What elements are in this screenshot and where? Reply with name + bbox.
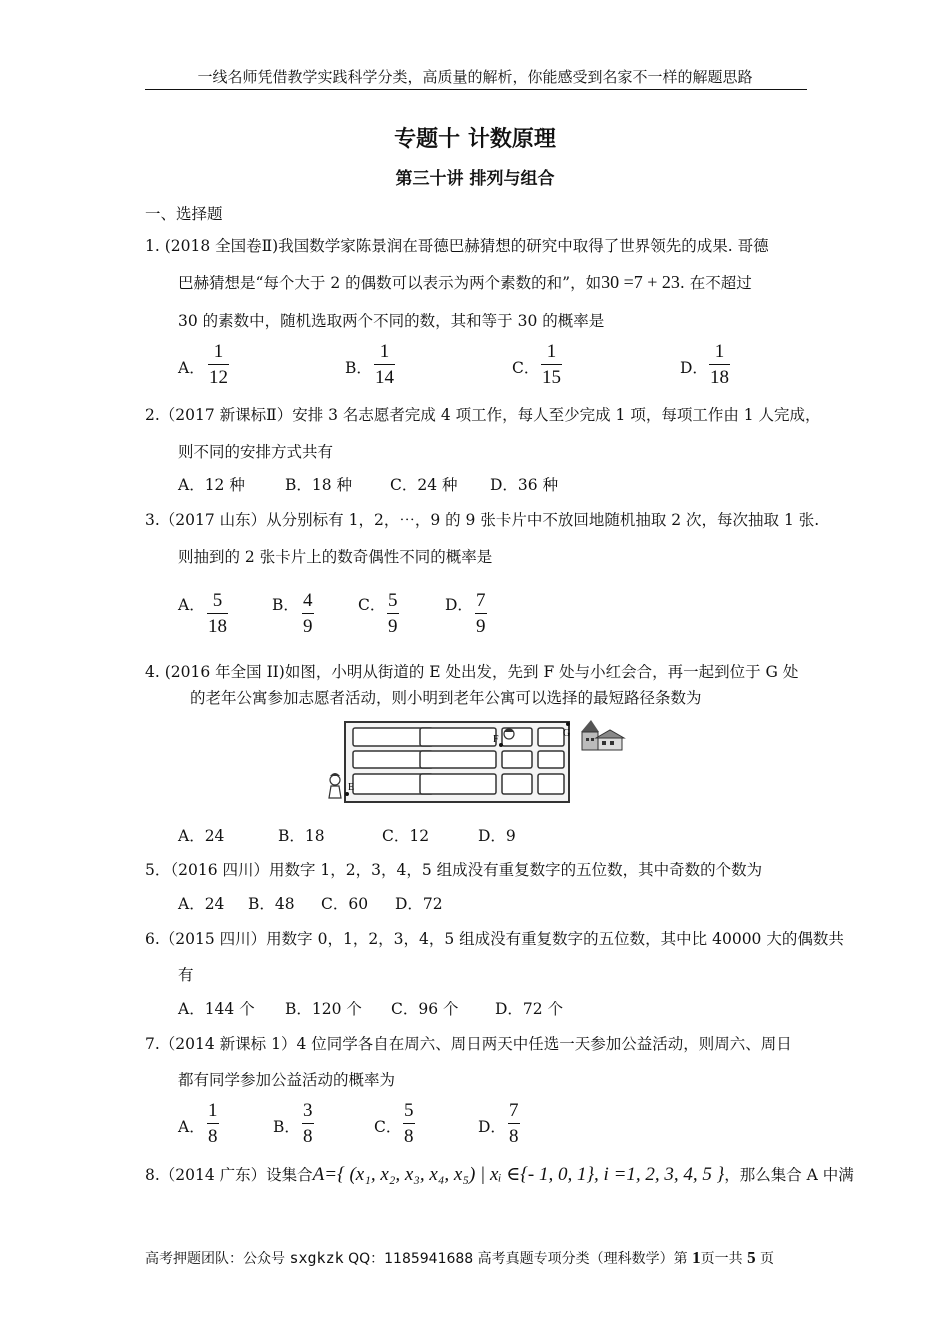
numerator: 1 [714,341,725,362]
q5-option-b: B．48 [248,895,295,913]
numerator: 7 [509,1100,519,1121]
page-footer [145,1248,774,1268]
q7-option-b-fraction [302,1101,314,1146]
denominator: 8 [404,1126,414,1147]
q1-option-c-label: C． [512,359,540,377]
footer-page-number: 1 [692,1248,701,1267]
label-e: E [348,782,355,793]
denominator: 9 [476,616,486,637]
q1-option-b-label: B． [345,359,372,377]
denominator: 8 [509,1126,519,1147]
q2-option-b: B．18 种 [285,476,353,494]
q7-option-a-fraction [207,1101,219,1146]
q8-suffix: ，那么集合 A 中满 [724,1166,854,1184]
q8-prefix: 8.（2014 广东）设集合 [145,1166,313,1184]
q6-option-c: C．96 个 [391,1000,459,1018]
q2-line1: 2.（2017 新课标Ⅱ）安排 3 名志愿者完成 4 项工作，每人至少完成 1 项，每项工作由 1 人完成， [145,406,821,424]
footer-page-total: 5 [747,1248,756,1267]
q3-option-a-label: A． [178,596,205,614]
numerator: 1 [379,341,390,362]
q8-set-expression: A={ (x₁, x₂, x₃, x₄, x₅) | xᵢ ∈{- 1, 0, 1}, i =1, 2, 3, 4, 5 } [312,1164,725,1185]
q2-option-d: D．36 种 [490,476,559,494]
lecture-subtitle: 第三十讲 排列与组合 [395,169,555,189]
q3-option-c-label: C． [358,596,386,614]
point-g [566,722,570,726]
numerator: 1 [213,341,224,362]
denominator: 15 [542,367,561,388]
numerator: 1 [546,341,557,362]
footer-page-suffix: 页 [760,1251,775,1267]
q1-option-b-fraction [374,342,395,387]
q1-line1: 1. (2018 全国卷Ⅱ)我国数学家陈景润在哥德巴赫猜想的研究中取得了世界领先的成果. 哥德 [145,237,769,255]
point-f [499,743,503,747]
q3-line1: 3.（2017 山东）从分别标有 1，2，⋯，9 的 9 张卡片中不放回地随机抽取 2 次，每次抽取 1 张. [145,511,820,529]
numerator: 5 [404,1100,414,1121]
q5-option-a: A．24 [178,895,225,913]
apartment-building-icon [581,720,624,750]
header-rule [145,89,807,90]
numerator: 3 [303,1100,313,1121]
page-title: 专题十 计数原理 [394,127,556,152]
footer-team: 高考押题团队：公众号 [145,1251,285,1267]
numerator: 5 [212,590,223,611]
q3-option-d-fraction [475,591,487,636]
q4-option-b: B．18 [278,827,325,845]
q7-line2: 都有同学参加公益活动的概率为 [178,1071,396,1089]
q7-option-c-label: C． [374,1118,402,1136]
q1-line2-text: 巴赫猜想是“每个大于 2 的偶数可以表示为两个素数的和”，如 [178,274,602,292]
q3-line2: 则抽到的 2 张卡片上的数奇偶性不同的概率是 [178,548,493,566]
q6-option-a: A．144 个 [178,1000,255,1018]
denominator: 8 [303,1126,313,1147]
q4-line2: 的老年公寓参加志愿者活动，则小明到老年公寓可以选择的最短路径条数为 [190,689,702,707]
person-icon-xiaoming [329,773,341,798]
q5-option-d: D．72 [395,895,443,913]
q3-option-c-fraction [387,591,399,636]
q4-option-d: D．9 [478,827,516,845]
denominator: 8 [208,1126,218,1147]
q1-equation: 30 =7 + 23 [601,272,680,292]
q1-option-a-label: A． [178,359,205,377]
page-header: 一线名师凭借教学实践科学分类，高质量的解析，你能感受到名家不一样的解题思路 [197,68,753,86]
q7-option-c-fraction [403,1101,415,1146]
q4-option-a: A．24 [178,827,225,845]
q5-line1: 5．（2016 四川）用数字 1，2，3，4，5 组成没有重复数字的五位数，其中奇数的个数为 [145,861,763,879]
label-f: F [493,734,499,745]
footer-info: QQ：1185941688 高考真题专项分类（理科数学）第 [348,1251,688,1267]
q3-option-a-fraction [207,591,228,636]
denominator: 9 [303,616,313,637]
q2-option-c: C．24 种 [390,476,458,494]
q1-line2-tail: . 在不超过 [679,274,752,292]
footer-wechat-id: sxgkzk [289,1249,344,1267]
q4-line1: 4. (2016 年全国 II)如图，小明从街道的 E 处出发，先到 F 处与小红会合，再一起到位于 G 处 [145,663,799,681]
q5-option-c: C．60 [321,895,369,913]
street-grid-figure [325,718,630,806]
section-heading: 一、选择题 [145,205,223,223]
q1-line3: 30 的素数中，随机选取两个不同的数，其和等于 30 的概率是 [178,312,605,330]
numerator: 1 [208,1100,218,1121]
q7-option-b-label: B． [273,1118,300,1136]
denominator: 14 [375,367,394,388]
q8-line1 [145,1163,854,1186]
q7-option-d-fraction [508,1101,520,1146]
q1-option-c-fraction [541,342,562,387]
q2-option-a: A．12 种 [178,476,245,494]
q6-option-b: B．120 个 [285,1000,362,1018]
q7-option-d-label: D． [478,1118,506,1136]
q1-option-d-fraction [709,342,730,387]
q1-option-a-fraction [208,342,229,387]
q7-option-a-label: A． [178,1118,205,1136]
numerator: 7 [476,590,486,611]
q1-option-d-label: D． [680,359,708,377]
q2-line2: 则不同的安排方式共有 [178,443,334,461]
q4-option-c: C．12 [382,827,430,845]
denominator: 18 [208,616,227,637]
q7-line1: 7.（2014 新课标 1）4 位同学各自在周六、周日两天中任选一天参加公益活动，则周六、周日 [145,1035,792,1053]
footer-page-sep: 页一共 [700,1251,743,1267]
denominator: 9 [388,616,398,637]
q6-line2: 有 [178,966,194,984]
q3-option-b-label: B． [272,596,299,614]
q1-line2 [178,271,752,293]
q6-line1: 6.（2015 四川）用数字 0，1，2，3，4，5 组成没有重复数字的五位数，其中比 40000 大的偶数共 [145,930,844,948]
numerator: 5 [388,590,398,611]
numerator: 4 [303,590,313,611]
denominator: 18 [710,367,729,388]
person-icon-xiaohong [504,729,514,739]
denominator: 12 [209,367,228,388]
q3-option-b-fraction [302,591,314,636]
label-g: G [563,728,571,739]
q3-option-d-label: D． [445,596,473,614]
q6-option-d: D．72 个 [495,1000,564,1018]
